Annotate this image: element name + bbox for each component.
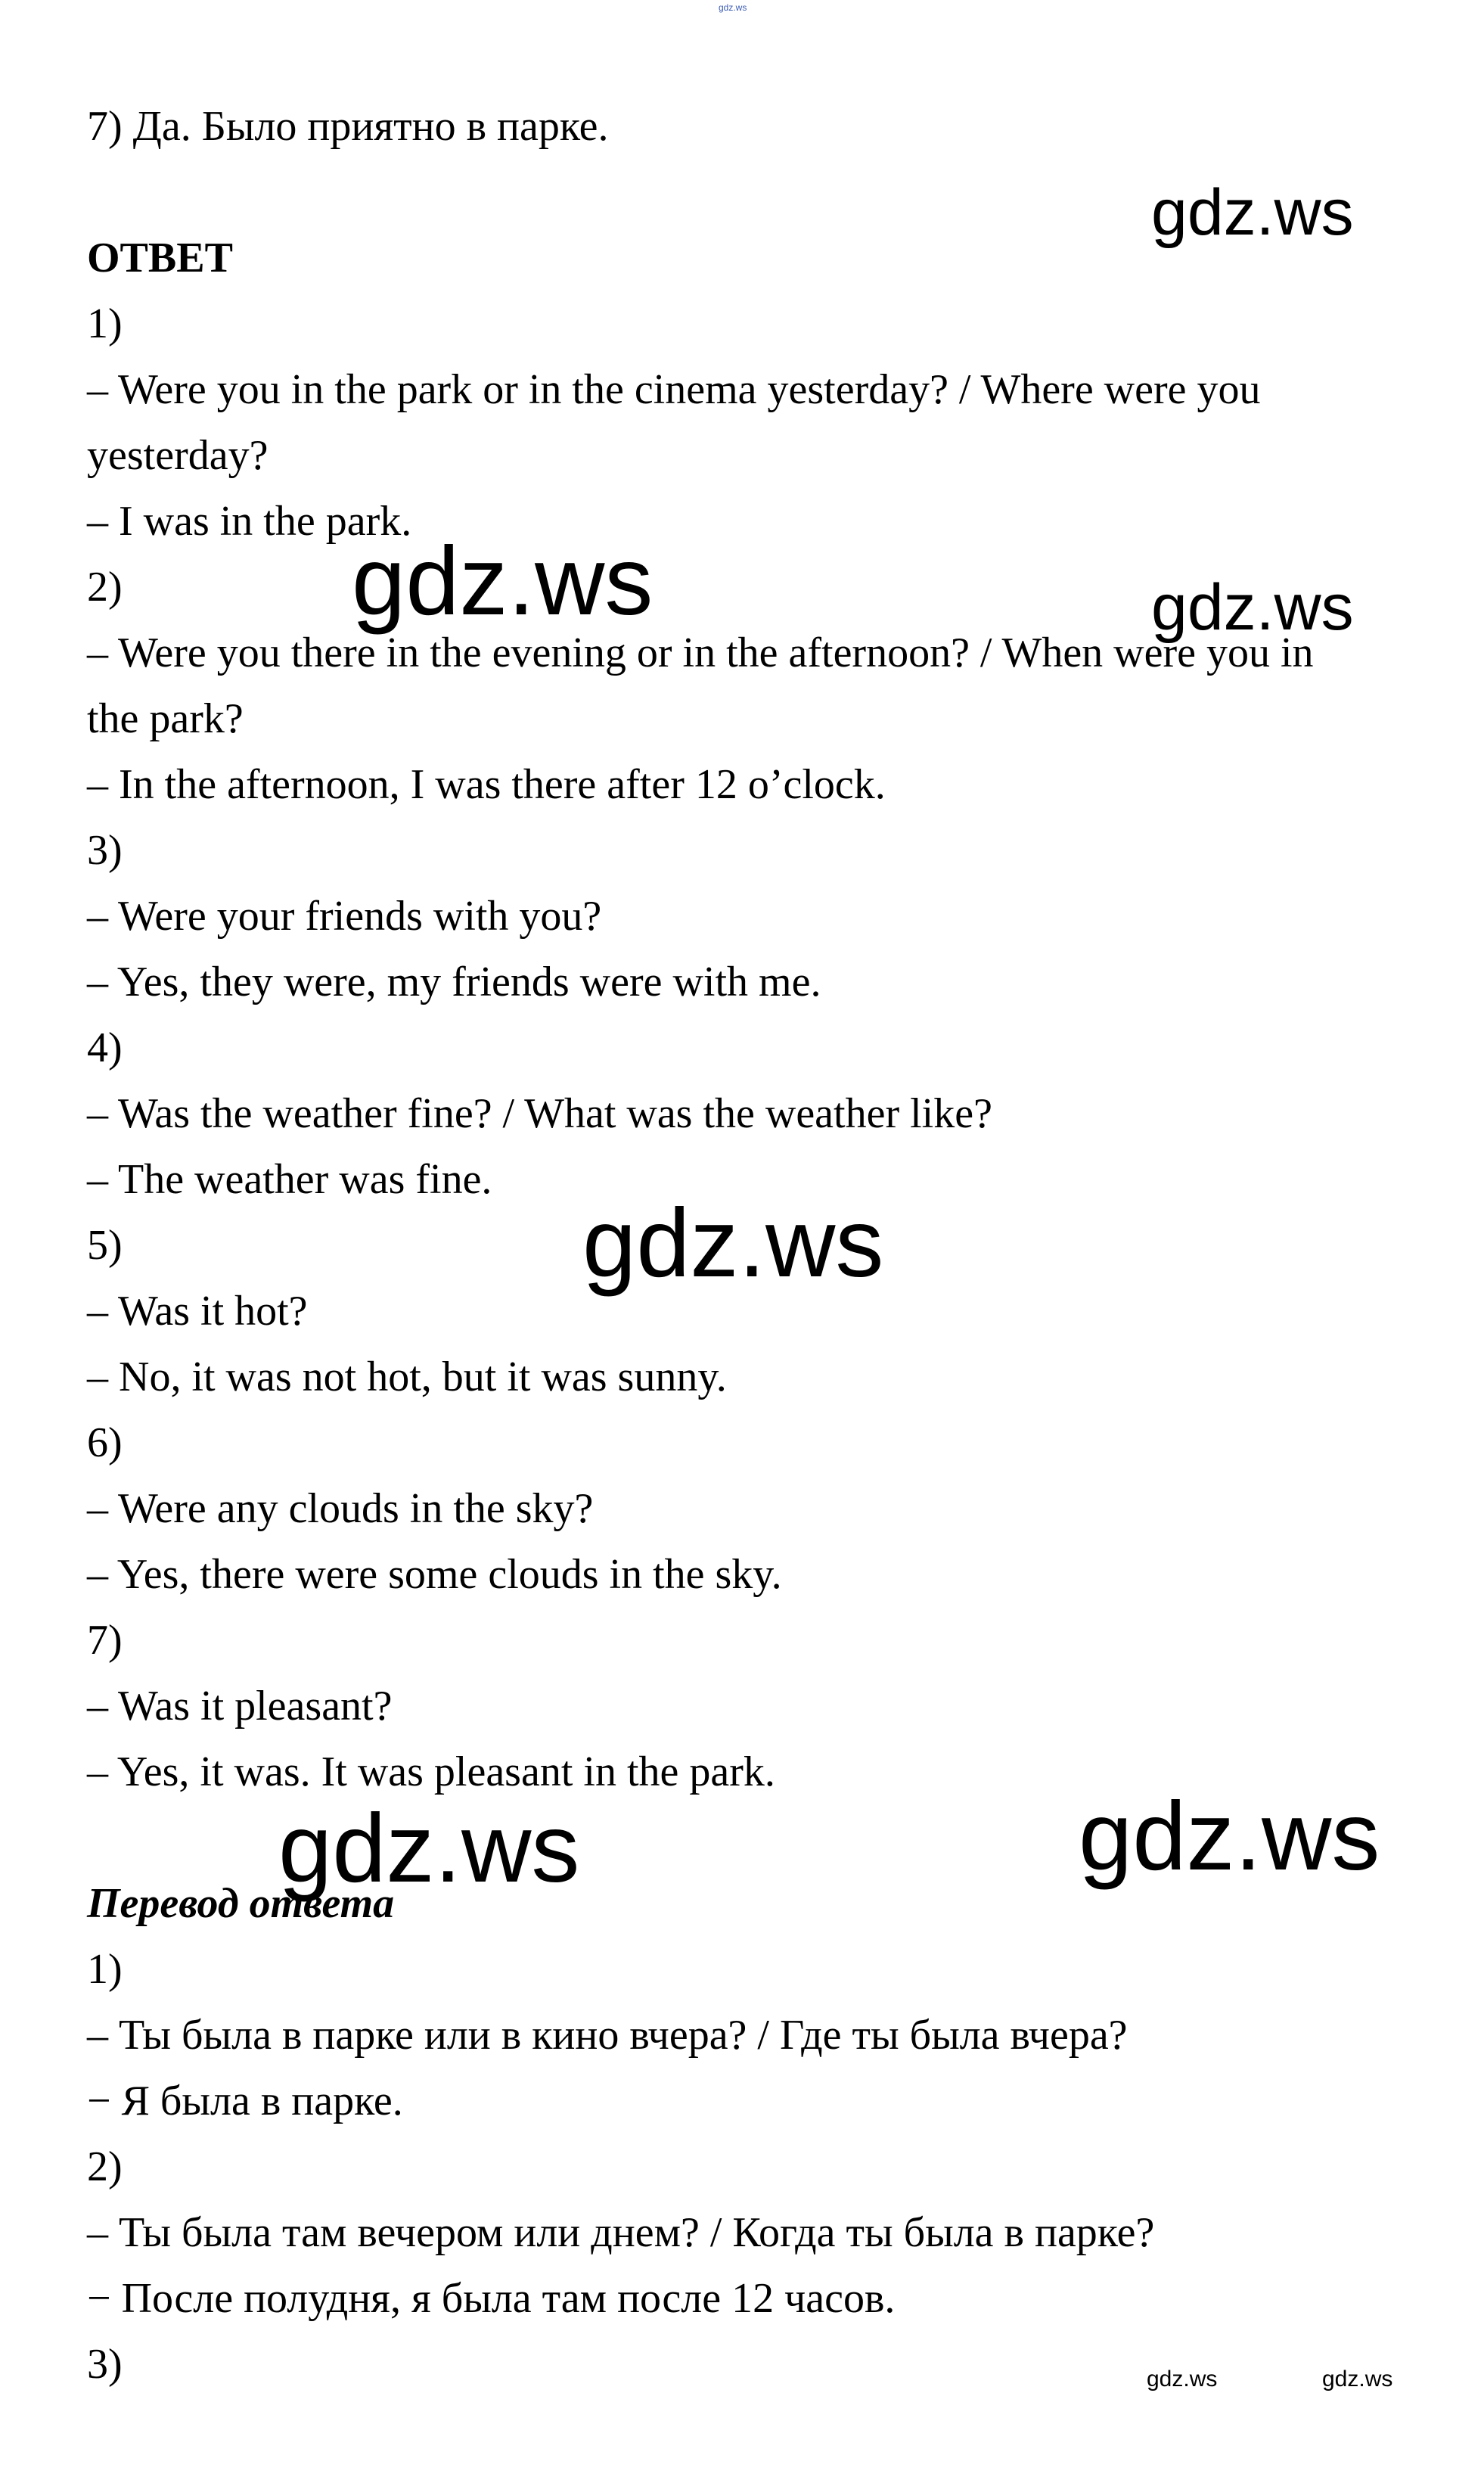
answer-line: 4)	[87, 1024, 123, 1071]
watermark: gdz.ws	[1151, 176, 1354, 249]
watermark: gdz.ws	[278, 1795, 580, 1903]
translation-line: − После полудня, я была там после 12 часов.	[87, 2275, 896, 2322]
watermark: gdz.ws	[582, 1189, 884, 1298]
answer-line: – Were any clouds in the sky?	[87, 1485, 594, 1532]
translation-line: 3)	[87, 2341, 123, 2388]
translation-line: 2)	[87, 2143, 123, 2190]
answer-line: – Yes, they were, my friends were with me.	[87, 959, 821, 1005]
watermark: gdz.ws	[1147, 2367, 1218, 2392]
watermark: gdz.ws	[352, 527, 654, 636]
watermark: gdz.ws	[1079, 1782, 1380, 1891]
watermark-top: gdz.ws	[719, 2, 747, 13]
answer-line: – In the afternoon, I was there after 12 o’clock.	[87, 761, 886, 808]
answer-line: – Was the weather fine? / What was the weather like?	[87, 1090, 992, 1137]
answer-line: – Were you in the park or in the cinema yesterday? / Where were you	[87, 366, 1261, 413]
watermark: gdz.ws	[1151, 571, 1354, 644]
answer-line: – Were your friends with you?	[87, 893, 602, 940]
answer-line: – No, it was not hot, but it was sunny.	[87, 1353, 727, 1400]
translation-line: – Ты была в парке или в кино вчера? / Где ты была вчера?	[87, 2012, 1128, 2059]
answer-line: – Was it pleasant?	[87, 1683, 393, 1730]
translation-line: 1)	[87, 1946, 123, 1993]
answer-line: – Yes, there were some clouds in the sky.	[87, 1551, 782, 1598]
answer-line: 5)	[87, 1222, 123, 1269]
answer-line: yesterday?	[87, 432, 269, 479]
translation-line: − Я была в парке.	[87, 2078, 403, 2124]
translation-heading: Перевод ответа	[87, 1880, 395, 1927]
answer-line: the park?	[87, 695, 244, 742]
answer-line: – I was in the park.	[87, 498, 412, 545]
intro-line: 7) Да. Было приятно в парке.	[87, 103, 609, 150]
answer-line: – Yes, it was. It was pleasant in the park.	[87, 1748, 775, 1795]
answer-line: 1)	[87, 300, 123, 347]
translation-line: – Ты была там вечером или днем? / Когда ты была в парке?	[87, 2209, 1155, 2256]
answer-line: – Was it hot?	[87, 1288, 308, 1335]
answer-line: 2)	[87, 564, 123, 611]
answer-line: 7)	[87, 1617, 123, 1664]
watermark: gdz.ws	[1322, 2367, 1393, 2392]
answer-line: 3)	[87, 827, 123, 874]
answer-line: 6)	[87, 1419, 123, 1466]
answer-line: – Were you there in the evening or in the afternoon? / When were you in	[87, 629, 1314, 676]
answer-heading: ОТВЕТ	[87, 235, 233, 281]
answer-line: – The weather was fine.	[87, 1156, 492, 1203]
